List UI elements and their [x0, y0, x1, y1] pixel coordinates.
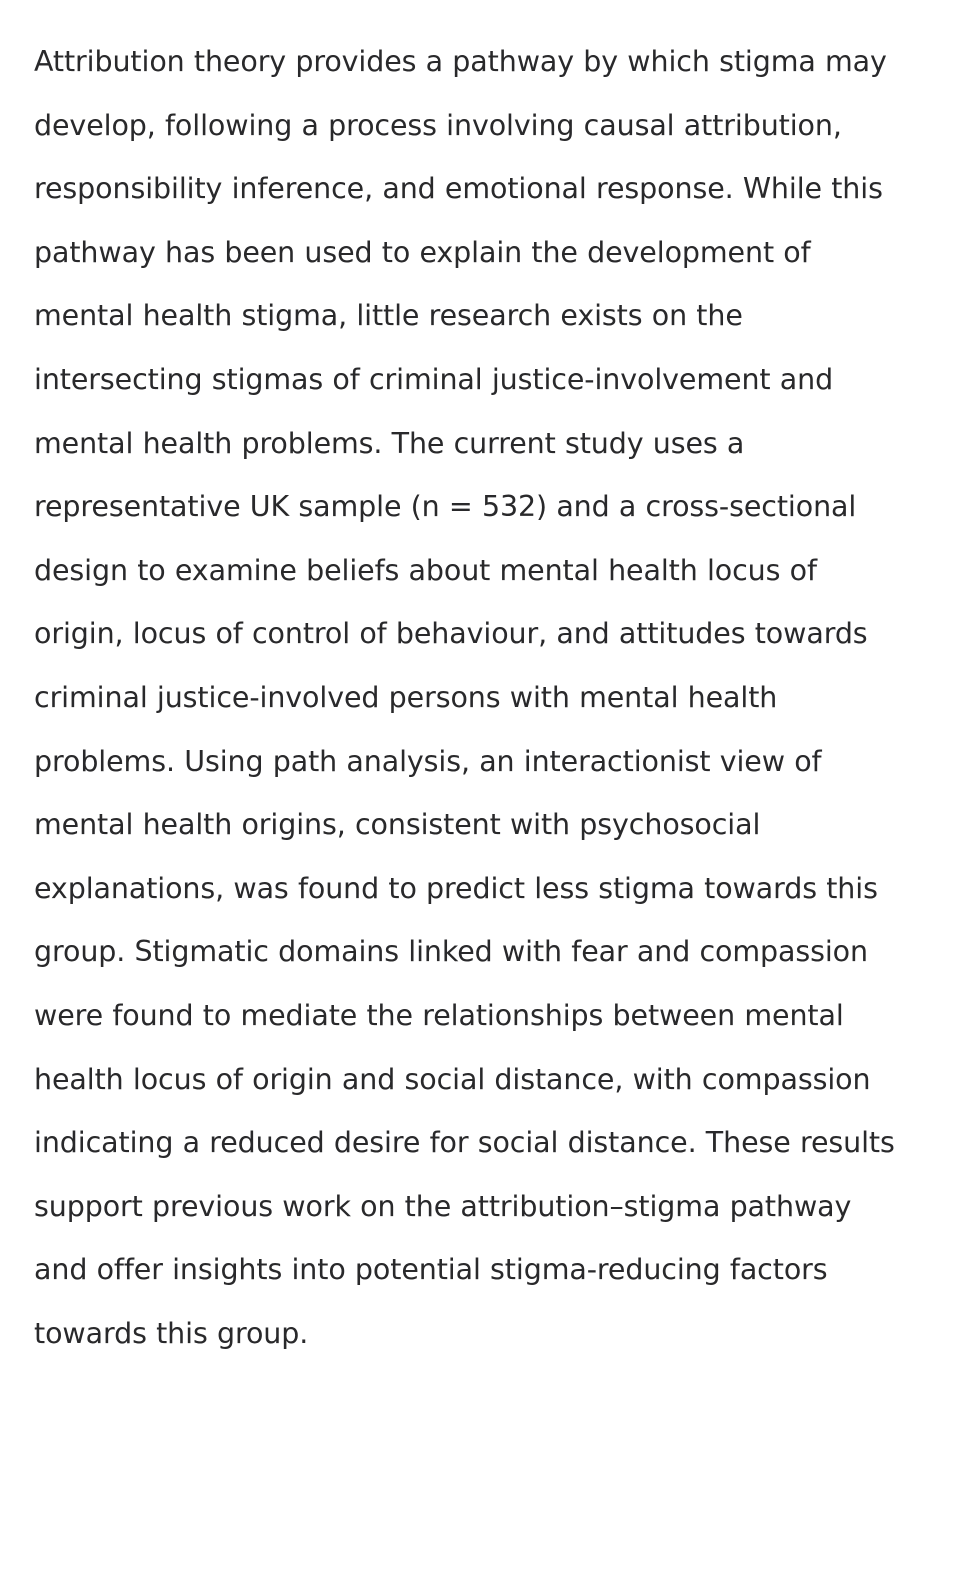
abstract-paragraph: Attribution theory provides a pathway by which stigma may develop, following a process involving causal attribution, responsibility inference, and emotional response. While this pathway has been used to explain the development of mental health stigma, little research exists on the intersecting stigmas of criminal justice-involvement and mental health problems. The current study uses a representative UK sample (n = 532) and a cross-sectional design to examine beliefs about mental health locus of origin, locus of control of behaviour, and attitudes towards criminal justice-involved persons with mental health problems. Using path analysis, an interactionist view of mental health origins, consistent with psychosocial explanations, was found to predict less stigma towards this group. Stigmatic domains linked with fear and compassion were found to mediate the relationships between mental health locus of origin and social distance, with compassion indicating a reduced desire for social distance. These results support previous work on the attribution–stigma pathway and offer insights into potential stigma-reducing factors towards this group.	[34, 45, 904, 1350]
